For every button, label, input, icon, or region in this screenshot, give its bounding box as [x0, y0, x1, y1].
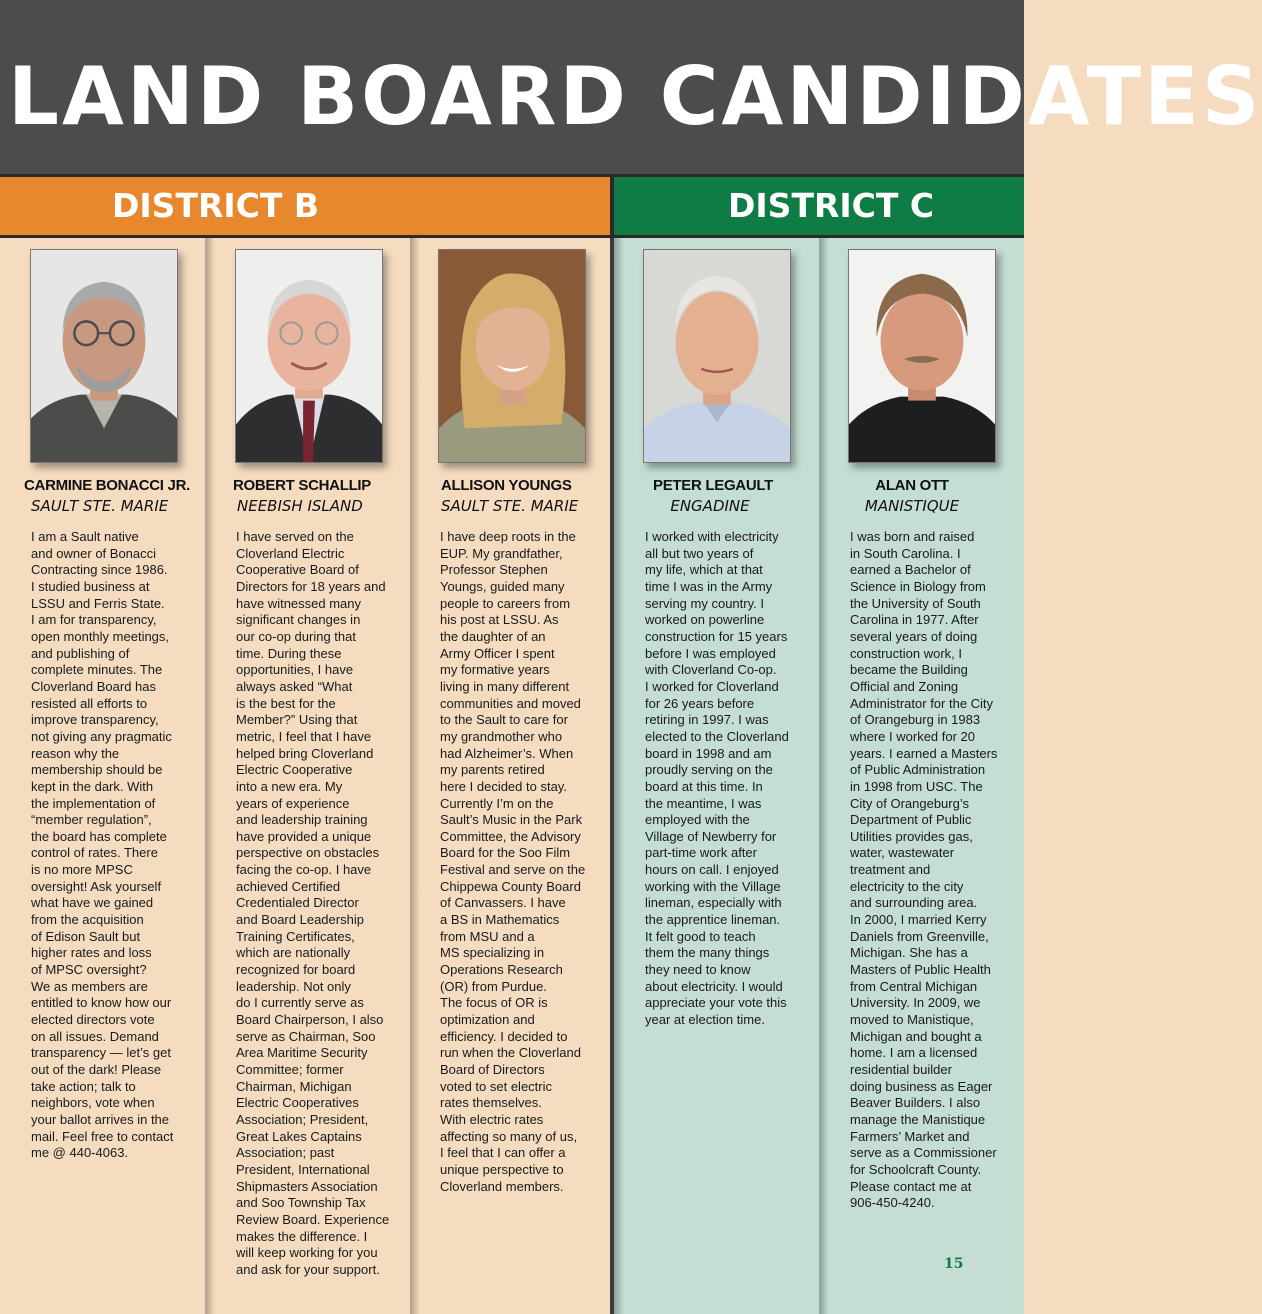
bio-line: leadership. Not only [236, 978, 351, 994]
bio-line: worked on powerline [645, 612, 765, 628]
candidate-bio [850, 529, 1010, 1212]
bio-line: We as members are [31, 978, 148, 994]
bio-line: earned a Bachelor of [850, 562, 971, 578]
bio-line: Professor Stephen [440, 562, 548, 578]
district-divider [610, 174, 614, 238]
bio-line: complete minutes. The [31, 662, 163, 678]
bio-line: University. In 2009, we [850, 995, 981, 1011]
bio-line: and owner of Bonacci [31, 545, 157, 561]
bio-line: in South Carolina. I [850, 545, 961, 561]
bio-line: several years of doing [850, 628, 978, 644]
bio-line: year at election time. [645, 1012, 765, 1028]
bio-line: out of the dark! Please [31, 1062, 162, 1077]
bio-line: in 1998 from USC. The [850, 778, 983, 794]
bio-line: have witnessed many [236, 595, 362, 611]
bio-line: into a new era. My [236, 778, 343, 794]
bio-line: time I was in the Army [645, 578, 773, 594]
candidate-name: CARMINE BONACCI JR. [24, 477, 190, 494]
bio-line: Farmers’ Market and [850, 1128, 970, 1144]
candidate-name: ALLISON YOUNGS [441, 477, 572, 494]
bio-line: achieved Certified [236, 878, 341, 894]
candidate-photo [848, 249, 996, 463]
bio-line: of Edison Sault but [31, 928, 141, 944]
bio-line: Department of Public [850, 812, 972, 828]
bio-line: take action; talk to [31, 1078, 136, 1094]
bio-line: do I currently serve as [236, 995, 364, 1011]
bio-line: what have we gained [31, 895, 154, 911]
bio-line: Committee, the Advisory [440, 828, 581, 844]
bio-line: open monthly meetings, [31, 628, 170, 644]
bio-line: Currently I’m on the [440, 795, 554, 811]
bio-line: mail. Feel free to contact [31, 1128, 174, 1144]
bio-line: I worked with electricity [645, 529, 779, 544]
bio-line: Cloverland members. [440, 1178, 564, 1194]
bio-line: board in 1998 and am [645, 745, 772, 761]
bio-line: moved to Manistique, [850, 1012, 974, 1028]
bio-line: neighbors, vote when [31, 1095, 155, 1111]
bio-line: lineman, especially with [645, 895, 782, 911]
bio-line: Utilities provides gas, [850, 828, 973, 844]
bio-line: efficiency. I decided to [440, 1028, 568, 1044]
bio-line: significant changes in [236, 612, 361, 628]
bio-line: from MSU and a [440, 928, 535, 944]
bio-line: home. I am a licensed [850, 1045, 978, 1061]
bio-line: Sault’s Music in the Park [440, 812, 583, 828]
page-number: 15 [944, 1256, 964, 1272]
bio-line: working with the Village [645, 878, 781, 894]
bio-line: kept in the dark. With [31, 778, 154, 794]
bio-line: Association; President, [236, 1111, 369, 1127]
bio-line: my parents retired [440, 762, 545, 778]
bio-line: our co-op during that [236, 628, 356, 644]
bio-line: of MPSC oversight? [31, 962, 147, 978]
bio-line: his post at LSSU. As [440, 612, 559, 628]
bio-line: about electricity. I would [645, 978, 783, 994]
bio-line: the meantime, I was [645, 795, 762, 811]
bio-line: my life, which at that [645, 562, 763, 578]
bio-line: Operations Research [440, 962, 563, 978]
candidate-photo [643, 249, 791, 463]
bio-line: Electric Cooperatives [236, 1095, 359, 1111]
bio-line: elected to the Cloverland [645, 728, 789, 744]
bio-line: run when the Cloverland [440, 1045, 581, 1061]
bio-line: LSSU and Ferris State. [31, 595, 165, 611]
bio-line: is no more MPSC [31, 862, 133, 878]
bio-line: Board of Directors [440, 1062, 545, 1077]
bio-line: MS specializing in [440, 945, 545, 961]
bio-line: Chairman, Michigan [236, 1078, 352, 1094]
bio-line: people to careers from [440, 595, 571, 611]
bio-line: Member?” Using that [236, 712, 358, 728]
bio-line: voted to set electric [440, 1078, 552, 1094]
bio-line: Youngs, guided many [440, 578, 565, 594]
column-shadow [819, 238, 829, 1314]
bio-line: to the Sault to care for [440, 712, 568, 728]
bio-line: electricity to the city [850, 878, 964, 894]
bio-line: years of experience [236, 795, 350, 811]
candidate-bio [236, 529, 396, 1279]
candidate-bio [645, 529, 805, 1029]
bio-line: With electric rates [440, 1111, 544, 1127]
bio-line: EUP. My grandfather, [440, 545, 563, 561]
bio-line: unique perspective to [440, 1161, 564, 1177]
bio-line: Administrator for the City [850, 695, 994, 711]
bio-line: the University of South [850, 595, 981, 611]
bio-line: I feel that I can offer a [440, 1145, 566, 1161]
bio-line: metric, I feel that I have [236, 728, 372, 744]
bio-line: retiring in 1997. I was [645, 712, 769, 728]
bio-line: Great Lakes Captains [236, 1128, 362, 1144]
bio-line: for 26 years before [645, 695, 755, 711]
bio-line: a BS in Mathematics [440, 912, 560, 928]
bio-line: me @ 440-4063. [31, 1145, 129, 1161]
bio-line: I have served on the [236, 529, 354, 544]
bio-line: Association; past [236, 1145, 335, 1161]
bio-line: and Board Leadership [236, 912, 364, 928]
bio-line: Carolina in 1977. After [850, 612, 979, 628]
district-c-banner [614, 177, 1024, 235]
bio-line: and publishing of [31, 645, 130, 661]
bio-line: makes the difference. I [236, 1228, 368, 1244]
district-b-banner [0, 177, 610, 235]
bio-line: Contracting since 1986. [31, 562, 168, 578]
bio-line: I was born and raised [850, 529, 975, 544]
bio-line: Committee; former [236, 1062, 344, 1077]
bio-line: I have deep roots in the [440, 529, 576, 544]
bio-line: the apprentice lineman. [645, 912, 781, 928]
bio-line: and surrounding area. [850, 895, 978, 911]
bio-line: serve as Chairman, Soo [236, 1028, 376, 1044]
bio-line: resisted all efforts to [31, 695, 148, 711]
bio-line: President, International [236, 1161, 370, 1177]
bio-line: It felt good to teach [645, 928, 756, 944]
bio-line: facing the co-op. I have [236, 862, 372, 878]
bio-line: Board for the Soo Film [440, 845, 571, 861]
district-b-label: DISTRICT B [112, 186, 320, 225]
bio-line: with Cloverland Co-op. [645, 662, 777, 678]
bio-line: Official and Zoning [850, 678, 959, 694]
bio-line: became the Building [850, 662, 968, 678]
bio-line: the daughter of an [440, 628, 546, 644]
bio-line: part-time work after [645, 845, 757, 861]
bio-line: rates themselves. [440, 1095, 542, 1111]
candidate-town: NEEBISH ISLAND [237, 497, 363, 515]
bio-line: serve as a Commissioner [850, 1145, 997, 1161]
bio-line: have provided a unique [236, 828, 372, 844]
bio-line: which are nationally [236, 945, 351, 961]
bio-line: construction work, I [850, 645, 962, 661]
bio-line: Science in Biology from [850, 578, 986, 594]
candidate-town: MANISTIQUE [864, 497, 960, 515]
bio-line: treatment and [850, 862, 931, 878]
bio-line: oversight! Ask yourself [31, 878, 162, 894]
bio-line: reason why the [31, 745, 120, 761]
candidate-bio [440, 529, 600, 1195]
bio-line: opportunities, I have [236, 662, 354, 678]
bio-line: Festival and serve on the [440, 862, 586, 878]
candidate-photo [438, 249, 586, 463]
bio-line: Masters of Public Health [850, 962, 991, 978]
bio-line: 906-450-4240. [850, 1195, 935, 1211]
bio-line: Area Maritime Security [236, 1045, 368, 1061]
bio-line: the implementation of [31, 795, 156, 811]
bio-line: I am for transparency, [31, 612, 157, 628]
bio-line: the board has complete [31, 828, 167, 844]
bio-line: Board Chairperson, I also [236, 1012, 384, 1028]
candidate-name: PETER LEGAULT [653, 477, 773, 494]
bio-line: Directors for 18 years and [236, 578, 386, 594]
bio-line: my grandmother who [440, 728, 563, 744]
bio-line: membership should be [31, 762, 163, 778]
bio-line: of Orangeburg in 1983 [850, 712, 981, 728]
bio-line: communities and moved [440, 695, 581, 711]
bio-line: control of rates. There [31, 845, 158, 861]
bio-line: I worked for Cloverland [645, 678, 779, 694]
page-header [0, 0, 1262, 174]
candidate-bio [31, 529, 191, 1162]
bio-line: doing business as Eager [850, 1078, 993, 1094]
bio-line: Shipmasters Association [236, 1178, 378, 1194]
bio-line: perspective on obstacles [236, 845, 380, 861]
bio-line: Please contact me at [850, 1178, 972, 1194]
bio-line: Army Officer I spent [440, 645, 555, 661]
bio-line: optimization and [440, 1012, 535, 1028]
candidate-name: ALAN OTT [875, 477, 949, 494]
bio-line: residential builder [850, 1062, 952, 1077]
bio-line: hours on call. I enjoyed [645, 862, 779, 878]
page-title: LAND BOARD CANDIDATES [8, 50, 1262, 143]
bio-line: Cloverland Electric [236, 545, 345, 561]
bio-line: before I was employed [645, 645, 776, 661]
bio-line: for Schoolcraft County. [850, 1161, 982, 1177]
bio-line: Michigan. She has a [850, 945, 968, 961]
bio-line: recognized for board [236, 962, 356, 978]
bio-line: higher rates and loss [31, 945, 152, 961]
bio-line: Cooperative Board of [236, 562, 359, 578]
bio-line: entitled to know how our [31, 995, 172, 1011]
bio-line: not giving any pragmatic [31, 728, 172, 744]
bio-line: transparency — let’s get [31, 1045, 171, 1061]
bio-line: Village of Newberry for [645, 828, 777, 844]
bio-line: will keep working for you [236, 1245, 378, 1261]
bio-line: on all issues. Demand [31, 1028, 159, 1044]
bio-line: living in many different [440, 678, 570, 694]
bio-line: water, wastewater [850, 845, 955, 861]
bio-line: they need to know [645, 962, 751, 978]
bio-line: of Public Administration [850, 762, 986, 778]
bio-line: Credentialed Director [236, 895, 359, 911]
bio-line: of Canvassers. I have [440, 895, 566, 911]
bio-line: The focus of OR is [440, 995, 548, 1011]
bio-line: here I decided to stay. [440, 778, 567, 794]
bio-line: time. During these [236, 645, 342, 661]
bio-line: and Soo Township Tax [236, 1195, 366, 1211]
bio-line: Cloverland Board has [31, 678, 157, 694]
candidate-photo [235, 249, 383, 463]
candidate-town: ENGADINE [670, 497, 750, 515]
bio-line: had Alzheimer’s. When [440, 745, 574, 761]
bio-line: I am a Sault native [31, 529, 139, 544]
bio-line: is the best for the [236, 695, 336, 711]
bio-line: Training Certificates, [236, 928, 355, 944]
bio-line: affecting so many of us, [440, 1128, 578, 1144]
column-shadow [205, 238, 215, 1314]
column-shadow [410, 238, 420, 1314]
bio-line: helped bring Cloverland [236, 745, 374, 761]
bio-line: always asked “What [236, 678, 353, 694]
bio-line: Chippewa County Board [440, 878, 581, 894]
bio-line: board at this time. In [645, 778, 763, 794]
candidate-town: SAULT STE. MARIE [441, 497, 579, 515]
bio-line: where I worked for 20 [850, 728, 976, 744]
bio-line: your ballot arrives in the [31, 1111, 170, 1127]
bio-line: and ask for your support. [236, 1261, 380, 1277]
bio-line: In 2000, I married Kerry [850, 912, 987, 928]
bio-line: Review Board. Experience [236, 1211, 390, 1227]
bio-line: serving my country. I [645, 595, 764, 611]
bio-line: elected directors vote [31, 1012, 155, 1028]
candidate-town: SAULT STE. MARIE [31, 497, 169, 515]
bio-line: (OR) from Purdue. [440, 978, 547, 994]
bio-line: construction for 15 years [645, 628, 788, 644]
bio-line: manage the Manistique [850, 1111, 986, 1127]
candidate-name: ROBERT SCHALLIP [233, 477, 372, 494]
bio-line: from Central Michigan [850, 978, 978, 994]
bio-line: Beaver Builders. I also [850, 1095, 981, 1111]
bio-line: years. I earned a Masters [850, 745, 998, 761]
bio-line: “member regulation”, [31, 812, 152, 828]
bio-line: City of Orangeburg’s [850, 795, 969, 811]
bio-line: Electric Cooperative [236, 762, 353, 778]
candidate-photo [30, 249, 178, 463]
district-c-label: DISTRICT C [728, 186, 935, 225]
bio-line: and leadership training [236, 812, 368, 828]
bio-line: all but two years of [645, 545, 754, 561]
bio-line: Daniels from Greenville, [850, 928, 989, 944]
bio-line: employed with the [645, 812, 750, 828]
bio-line: my formative years [440, 662, 550, 678]
bio-line: appreciate your vote this [645, 995, 787, 1011]
bio-line: them the many things [645, 945, 770, 961]
bio-line: I studied business at [31, 578, 150, 594]
bio-line: Michigan and bought a [850, 1028, 982, 1044]
column-shadow [614, 238, 624, 1314]
bio-line: proudly serving on the [645, 762, 773, 778]
bio-line: improve transparency, [31, 712, 159, 728]
bio-line: from the acquisition [31, 912, 144, 928]
